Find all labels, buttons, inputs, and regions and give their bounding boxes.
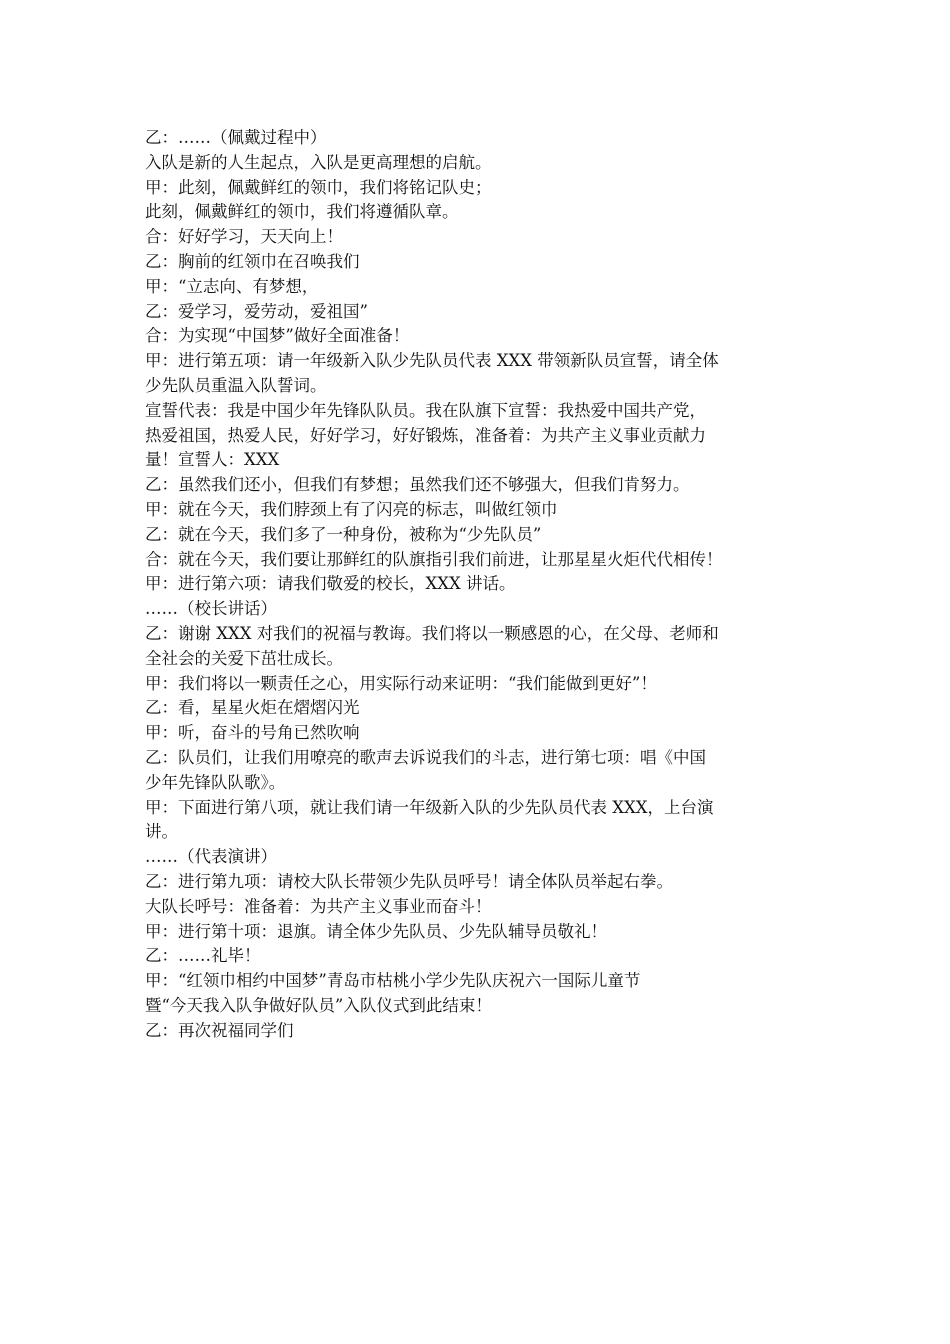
text-line: 甲：进行第六项：请我们敬爱的校长，XXX 讲话。: [145, 574, 516, 594]
text-line: 宣誓代表：我是中国少年先锋队队员。我在队旗下宣誓：我热爱中国共产党，: [145, 400, 706, 420]
text-line: 甲：此刻，佩戴鲜红的领巾，我们将铭记队史；: [145, 177, 492, 197]
text-line: 乙：虽然我们还小，但我们有梦想；虽然我们还不够强大，但我们肯努力。: [145, 475, 690, 495]
text-line: 乙：队员们，让我们用嘹亮的歌声去诉说我们的斗志，进行第七项：唱《中国: [145, 747, 706, 767]
text-line: 合：好好学习，天天向上！: [145, 227, 343, 247]
text-line: 热爱祖国，热爱人民，好好学习，好好锻炼，准备着：为共产主义事业贡献力: [145, 425, 706, 445]
text-line: 甲：我们将以一颗责任之心，用实际行动来证明：“我们能做到更好”！: [145, 673, 657, 693]
text-line: 乙：爱学习，爱劳动，爱祖国”: [145, 301, 368, 321]
text-line: 甲：就在今天，我们脖颈上有了闪亮的标志，叫做红领巾: [145, 499, 558, 519]
text-line: 乙：就在今天，我们多了一种身份，被称为“少先队员”: [145, 524, 542, 544]
text-line: 此刻，佩戴鲜红的领巾，我们将遵循队章。: [145, 202, 459, 222]
text-line: 少年先锋队队歌》。: [145, 772, 286, 792]
text-line: ……（校长讲话）: [145, 599, 277, 619]
text-line: 甲：听，奋斗的号角已然吹响: [145, 723, 360, 743]
text-line: 甲：进行第五项：请一年级新入队少先队员代表 XXX 带领新队员宣誓，请全体: [145, 351, 719, 371]
text-line: 乙：进行第九项：请校大队长带领少先队员呼号！请全体队员举起右拳。: [145, 871, 673, 891]
text-line: 甲：下面进行第八项，就让我们请一年级新入队的少先队员代表 XXX，上台演: [145, 797, 714, 817]
text-line: 乙：……礼毕！: [145, 946, 261, 966]
text-line: 乙：谢谢 XXX 对我们的祝福与教诲。我们将以一颗感恩的心，在父母、老师和: [145, 623, 719, 643]
document-body: [145, 126, 815, 1043]
text-line: 甲：进行第十项：退旗。请全体少先队员、少先队辅导员敬礼！: [145, 921, 607, 941]
text-line: 量！宣誓人：XXX: [145, 450, 280, 470]
text-line: 乙：胸前的红领巾在召唤我们: [145, 251, 360, 271]
text-line: 合：为实现“中国梦”做好全面准备！: [145, 326, 410, 346]
text-line: 入队是新的人生起点，入队是更高理想的启航。: [145, 152, 492, 172]
text-line: ……（代表演讲）: [145, 847, 277, 867]
text-line: 乙：看，星星火炬在熠熠闪光: [145, 698, 360, 718]
text-line: 少先队员重温入队誓词。: [145, 375, 327, 395]
text-line: 合：就在今天，我们要让那鲜红的队旗指引我们前进，让那星星火炬代代相传！: [145, 549, 723, 569]
text-line: 甲：“红领巾相约中国梦”青岛市枯桃小学少先队庆祝六一国际儿童节: [145, 971, 641, 991]
text-line: 甲：“立志向、有梦想，: [145, 276, 319, 296]
text-line: 暨“今天我入队争做好队员”入队仪式到此结束！: [145, 995, 492, 1015]
text-line: 大队长呼号：准备着：为共产主义事业而奋斗！: [145, 896, 492, 916]
text-line: 乙：……（佩戴过程中）: [145, 128, 327, 147]
text-line: 乙：再次祝福同学们: [145, 1020, 294, 1040]
text-line: 讲。: [145, 822, 178, 842]
text-line: 全社会的关爱下茁壮成长。: [145, 648, 343, 668]
